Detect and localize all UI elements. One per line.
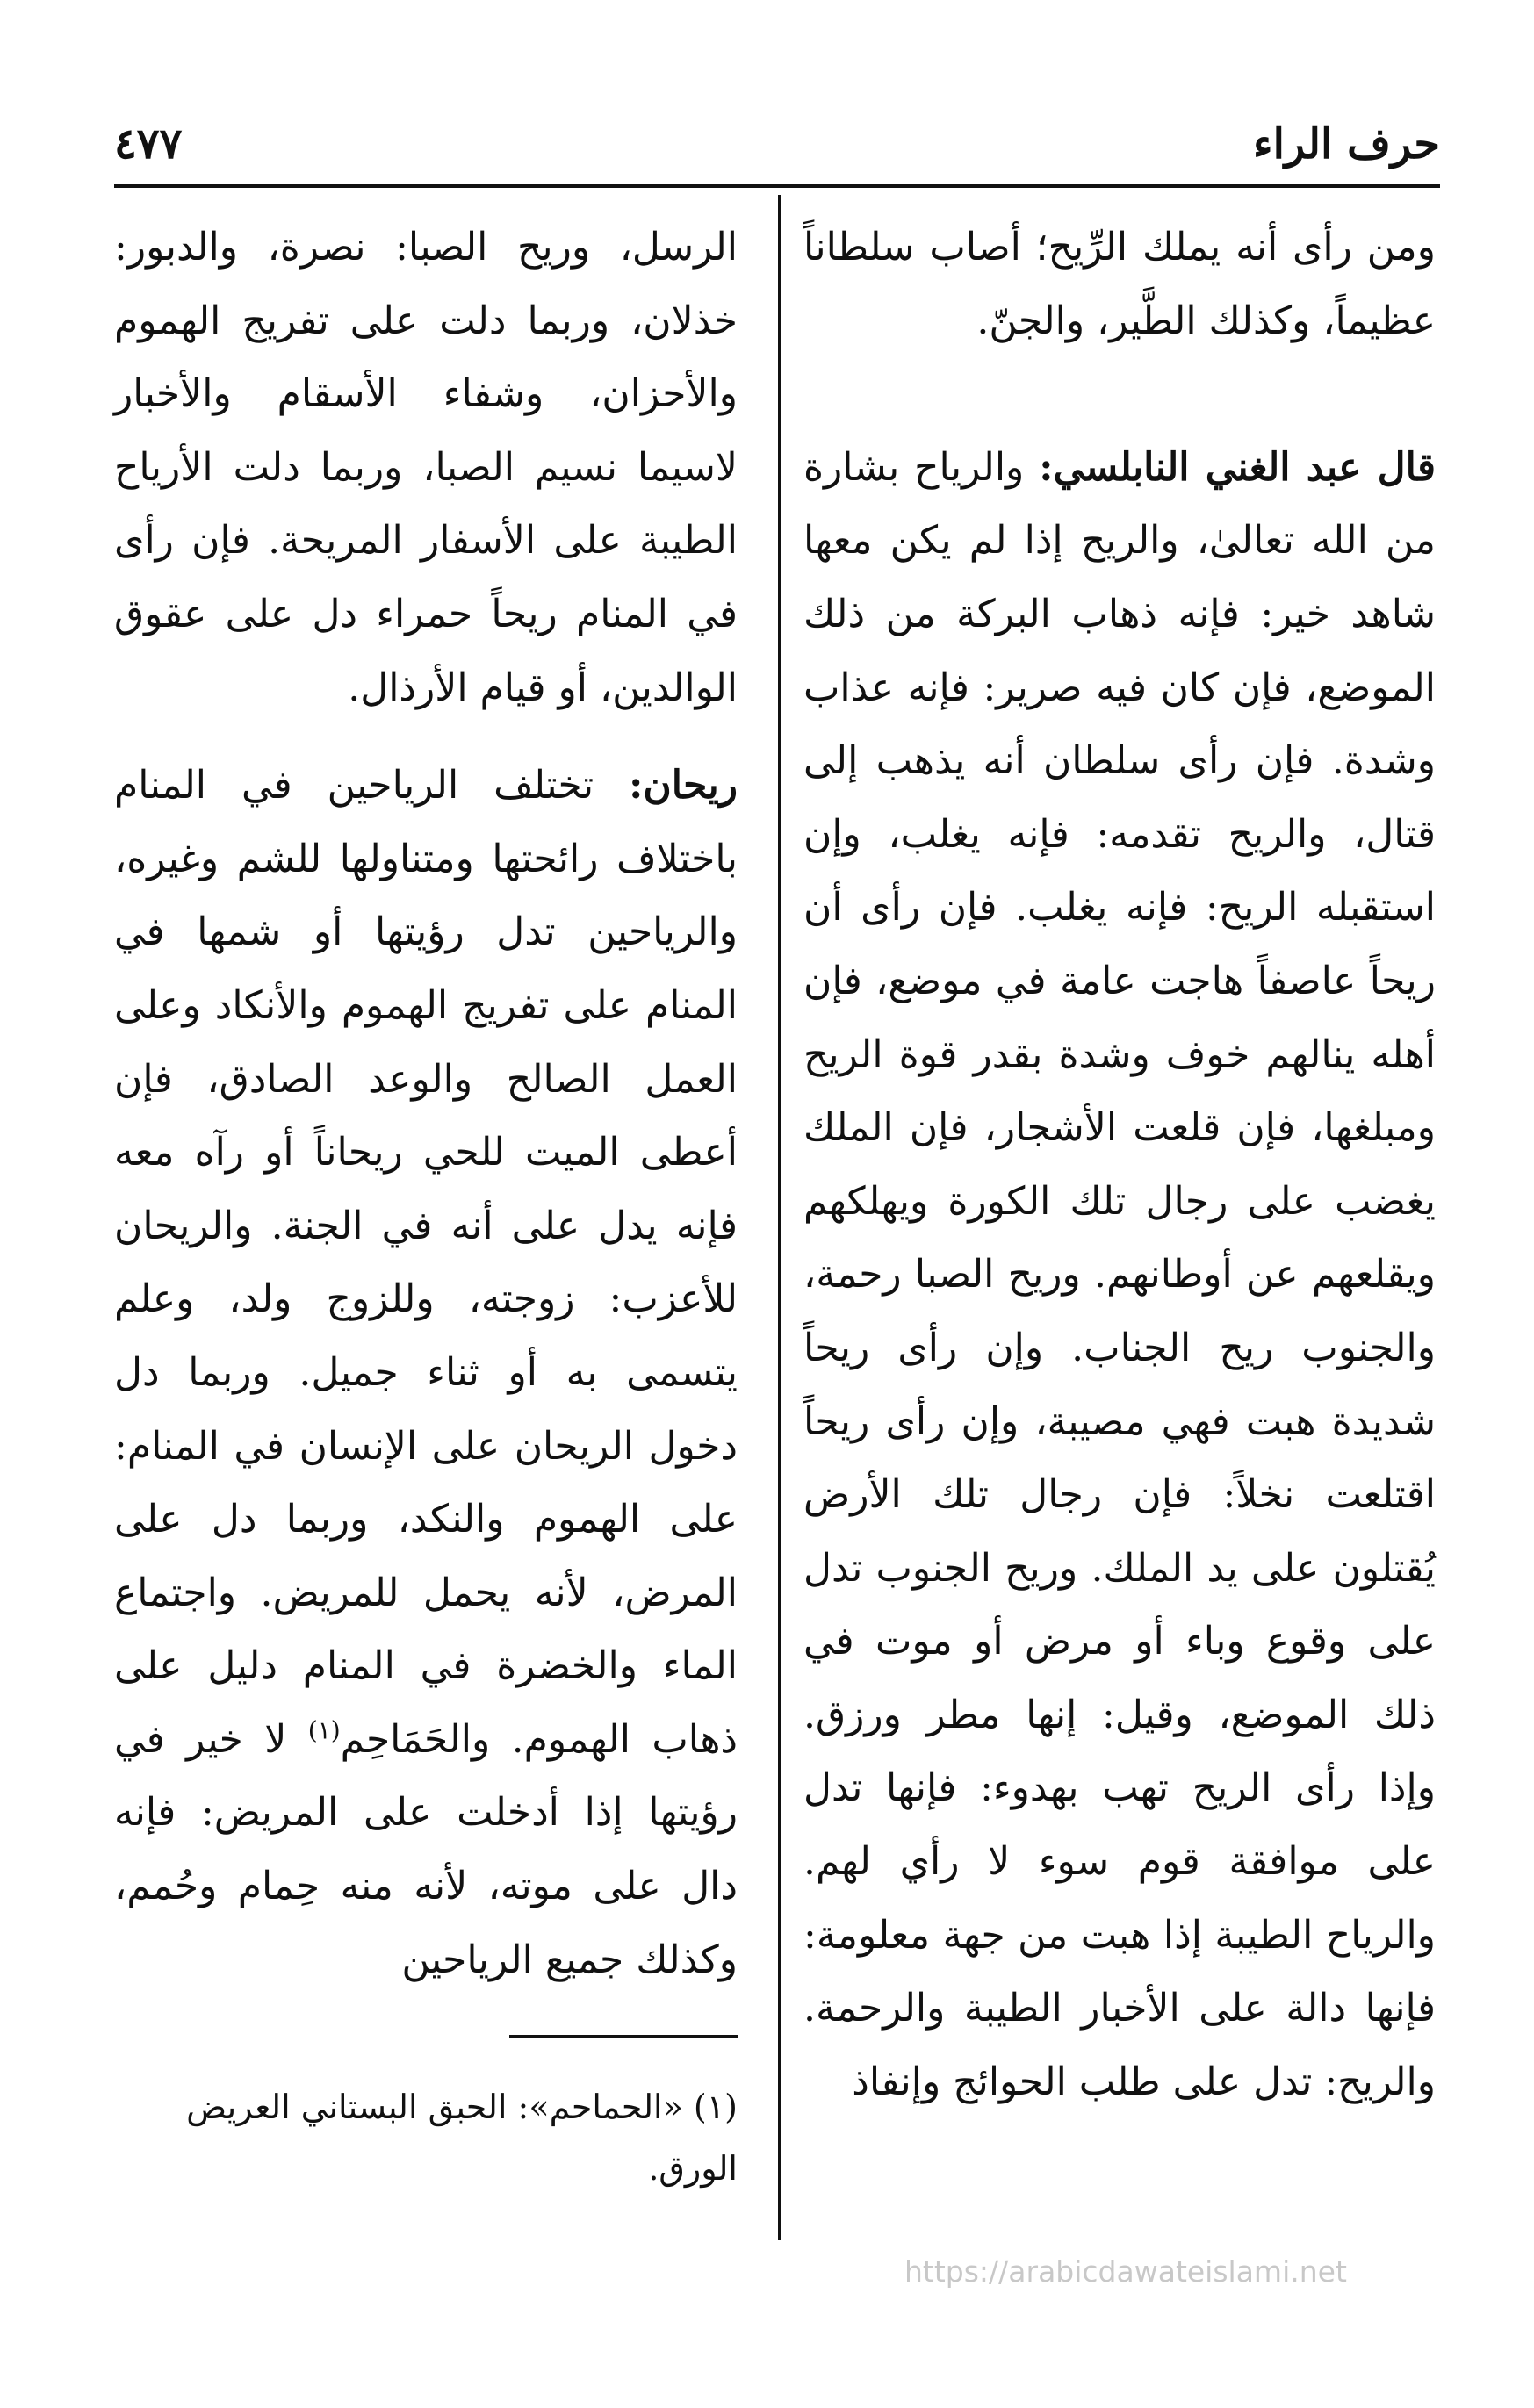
paragraph: [114, 749, 738, 1996]
paragraph: [803, 431, 1436, 2119]
paragraph: الرسل، وريح الصبا: نصرة، والدبور: خذلان، وربما دلت على تفريج الهموم والأحزان، وشفاء الأسقام والأخبار لاسيما نسيم الصبا، وربما دلت الأرياح الطيبة على الأسفار المريحة. فإن رأى في المنام ريحاً حمراء دل على عقوق الوالدين، أو قيام الأرذال.: [114, 225, 738, 710]
page-number: ٤٧٧: [114, 119, 183, 169]
left-column: [114, 211, 738, 1996]
header-rule: [114, 184, 1440, 188]
footnote: [114, 2076, 738, 2199]
paragraph-gap: [114, 724, 738, 749]
watermark-url: https://arabicdawateislami.net: [904, 2254, 1347, 2289]
footnote-text: «الحماحم»: الحبق البستاني العريض الورق.: [186, 2088, 738, 2188]
footnote-rule: [509, 2035, 738, 2038]
entry-heading: قال عبد الغني النابلسي:: [1039, 444, 1437, 490]
page-header: [114, 112, 1440, 191]
paragraph-body: تختلف الرياحين في المنام باختلاف رائحتها ومتناولها للشم وغيره، والرياحين تدل رؤيتها أو شمها في المنام على تفريج الهموم والأنكاد وعلى العمل الصالح والوعد الصادق، فإن أعطى الميت للحي ريحاناً أو رآه معه فإنه يدل على أنه في الجنة. والريحان للأعزب: زوجته، وللزوج ولد، وعلم يتسمى به أو ثناء جميل. وربما دل دخول الريحان على الإنسان في المنام: على الهموم والنكد، وربما دل على المرض، لأنه يحمل للمريض. واجتماع الماء والخضرة في المنام دليل على ذهاب الهموم. والحَمَاحِم: [114, 763, 738, 1762]
paragraph: ومن رأى أنه يملك الرِّيح؛ أصاب سلطاناً عظيماً، وكذلك الطَّير، والجنّ.: [803, 225, 1436, 343]
paragraph-body: لا خير في رؤيتها إذا أدخلت على المريض: فإنه دال على موته، لأنه منه حِمام وحُمم، وكذلك جميع الرياحين: [114, 1716, 738, 1982]
entry-heading: ريحان:: [629, 763, 738, 809]
footnote-number: (١): [693, 2088, 738, 2126]
footnote-reference: (١): [307, 1715, 341, 1745]
paragraph-body: والرياح بشارة من الله تعالىٰ، والريح إذا لم يكن معها شاهد خير: فإنه ذهاب البركة من ذلك الموضع، فإن كان فيه صرير: فإنه عذاب وشدة. فإن رأى سلطان أنه يذهب إلى قتال، والريح تقدمه: فإنه يغلب، وإن استقبله الريح: فإنه يغلب. فإن رأى أن ريحاً عاصفاً هاجت عامة في موضع، فإن أهله ينالهم خوف وشدة بقدر قوة الريح ومبلغها، فإن قلعت الأشجار، فإن الملك يغضب على رجال تلك الكورة ويهلكهم ويقلعهم عن أوطانهم. وريح الصبا رحمة، والجنوب ريح الجناب. وإن رأى ريحاً شديدة هبت فهي مصيبة، وإن رأى ريحاً اقتلعت نخلاً: فإن رجال تلك الأرض يُقتلون على يد الملك. وريح الجنوب تدل على وقوع وباء أو مرض أو موت في ذلك الموضع، وقيل: إنها مطر ورزق. وإذا رأى الريح تهب بهدوء: فإنها تدل على موافقة قوم سوء لا رأي لهم. والرياح الطيبة إذا هبت من جهة معلومة: فإنها دالة على الأخبار الطيبة والرحمة. والريح: تدل على طلب الحوائج وإنفاذ: [803, 444, 1436, 2104]
right-column: [803, 211, 1436, 2118]
column-divider: [778, 195, 781, 2240]
running-title: حرف الراء: [1253, 119, 1440, 169]
paragraph-gap: [803, 357, 1436, 431]
